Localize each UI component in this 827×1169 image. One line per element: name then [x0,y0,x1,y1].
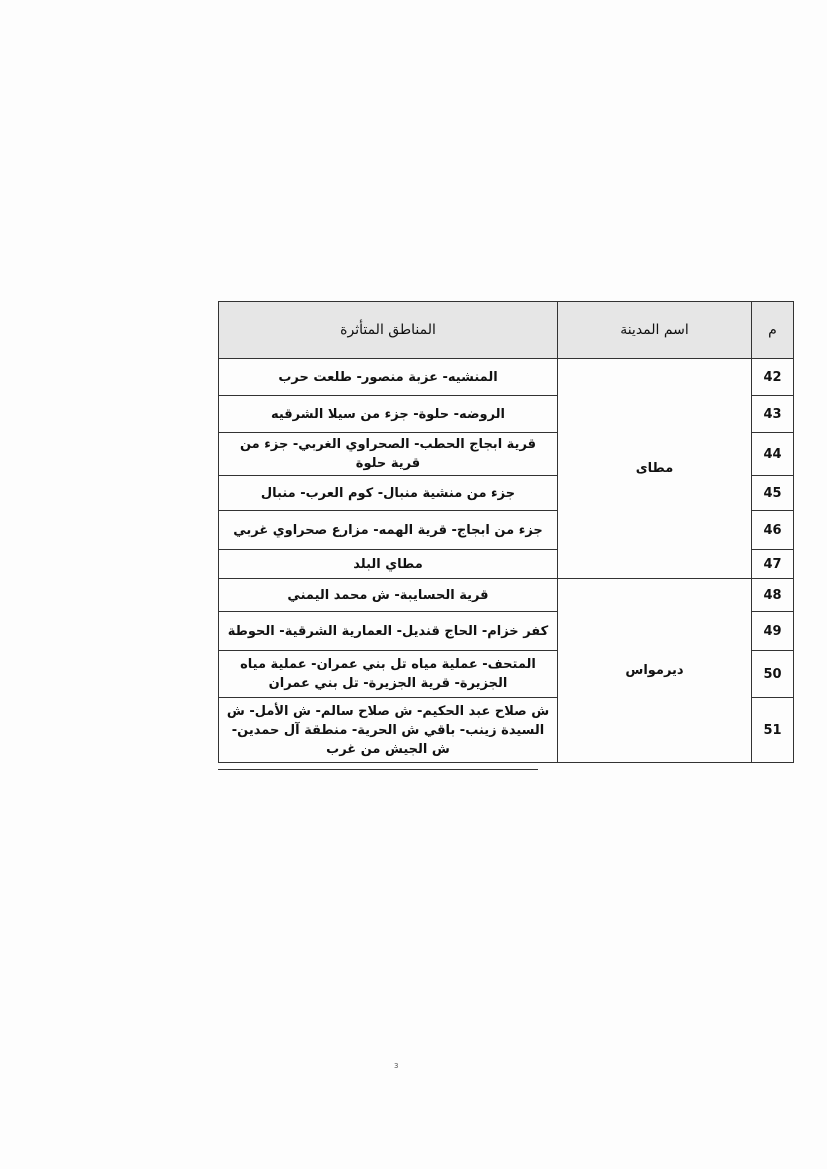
row-number: 42 [752,359,794,396]
table-bottom-line [218,769,538,770]
row-number: 51 [752,698,794,763]
city-name: ديرمواس [558,579,752,763]
header-areas: المناطق المتأثرة [219,302,558,359]
table-row [219,359,794,396]
row-number: 47 [752,550,794,579]
row-areas: ش صلاح عبد الحكيم- ش صلاح سالم- ش الأمل- ش السيدة زينب- باقي ش الحرية- منطقة آل حمدين- ش الجيش من غرب [219,698,558,763]
row-areas: مطاي البلد [219,550,558,579]
row-areas: جزء من منشية منبال- كوم العرب- منبال [219,476,558,511]
row-areas: قرية الحسايبة- ش محمد اليمني [219,579,558,612]
affected-areas-table [218,301,794,763]
row-number: 46 [752,511,794,550]
table-header-row [219,302,794,359]
table-row [219,579,794,612]
city-name: مطاى [558,359,752,579]
row-areas: المنشيه- عزبة منصور- طلعت حرب [219,359,558,396]
row-areas: الروضه- حلوة- جزء من سيلا الشرقيه [219,396,558,433]
row-number: 44 [752,433,794,476]
header-number: م [752,302,794,359]
row-areas: كفر خزام- الحاج قنديل- العمارية الشرقية- الحوطة [219,612,558,651]
row-areas: جزء من ابجاج- قرية الهمه- مزارع صحراوي غربي [219,511,558,550]
row-number: 43 [752,396,794,433]
row-number: 48 [752,579,794,612]
row-number: 49 [752,612,794,651]
header-city: اسم المدينة [558,302,752,359]
row-areas: قرية ابجاج الحطب- الصحراوي الغربي- جزء من قرية حلوة [219,433,558,476]
page-number: 3 [394,1062,399,1070]
row-areas: المتحف- عملية مياه تل بني عمران- عملية مياه الجزيرة- قرية الجزيرة- تل بني عمران [219,651,558,698]
row-number: 50 [752,651,794,698]
row-number: 45 [752,476,794,511]
